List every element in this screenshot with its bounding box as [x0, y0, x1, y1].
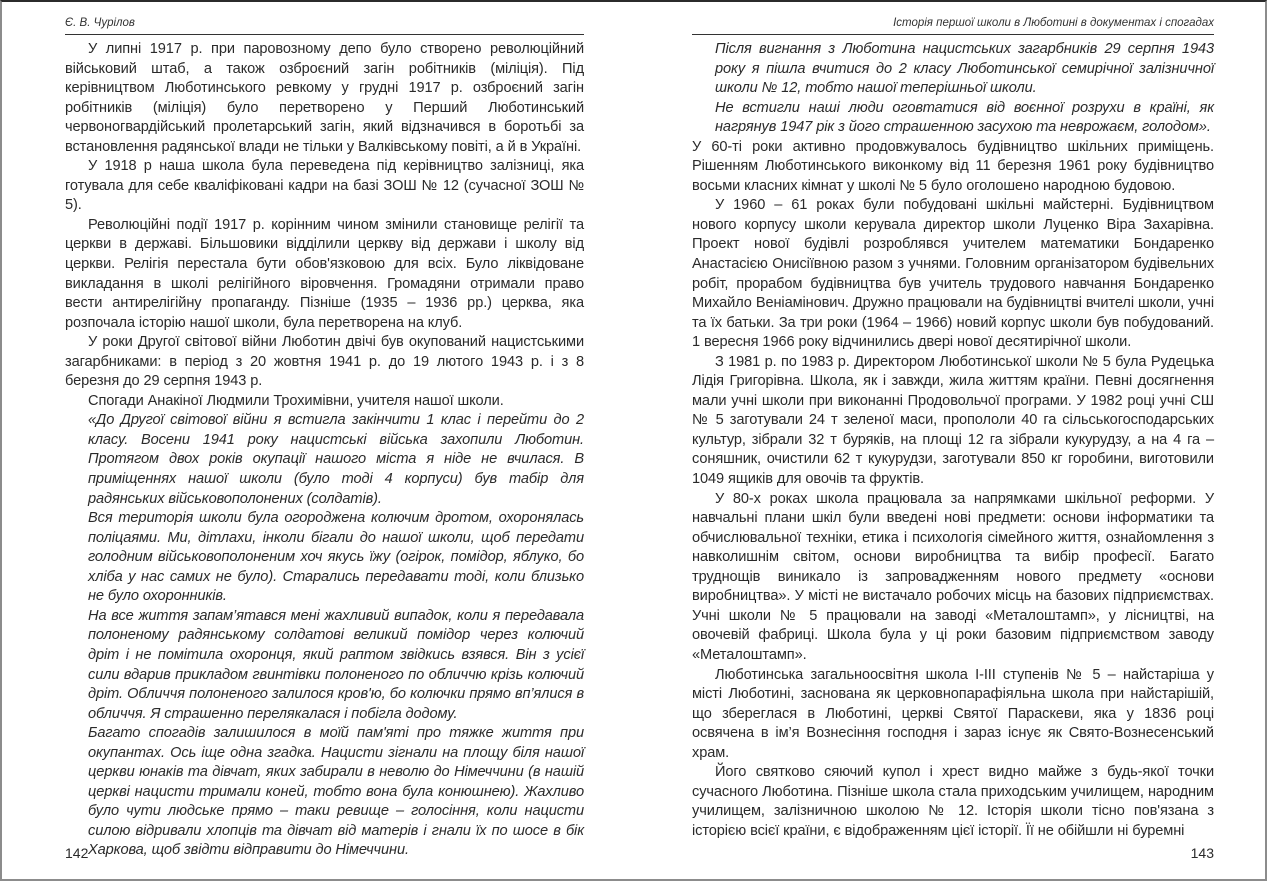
paragraph: Люботинська загальноосвітня школа І-ІІІ ступенів № 5 – найстаріша у місті Люботині, заснована як церковнопарафіяльна школа при найстарішій, що збереглася в Люботині, церкві Святої Параскеви, яка у 1836 році освячена в ім’я Вознесіння господня і зараз існує як Свято-Вознесенський храм. [692, 666, 1214, 761]
paragraph: Спогади Анакіної Людмили Трохимівни, учителя нашої школи. [88, 392, 504, 409]
quote-paragraph: На все життя запам’ятався мені жахливий випадок, коли я передавала полоненому радянському солдатові великий помідор через колючий дріт і не помітила охоронця, який раптом звідкись взявся. Він з усієї сили вдарив прикладом гвинтівки полоненого по обличчю крізь колючий дріт. Обличчя полоненого залилося кров'ю, бо колючки прямо вп’ялися в обличчя. Я страшенно перелякалася і побігла додому. [88, 607, 584, 722]
paragraph: У роки Другої світової війни Люботин двічі був окупований нацистськими загарбниками: в період з 20 жовтня 1941 р. до 19 лютого 1943 р. і з 8 березня до 29 серпня 1943 р. [65, 334, 584, 390]
paragraph: Його святково сяючий купол і хрест видно майже з будь-якої точки сучасного Люботина. Пізніше школа стала приходським училищем, народним училищем, залізничною школою № 12. Історія школи тісно пов'язана з історією всієї країни, є відображенням цієї історії. Її не обійшли ні буремні [692, 764, 1214, 839]
right-page [692, 2, 1214, 883]
left-page-body [65, 40, 584, 861]
paragraph: У 1918 р наша школа була переведена під керівництво залізниці, яка готувала для себе кваліфіковані кадри на базі ЗОШ № 12 (сучасної ЗОШ № 5). [65, 158, 584, 214]
paragraph: У липні 1917 р. при паровозному депо було створено революційний військовий штаб, а також озброєний загін робітників (міліція). Під керівництвом Люботинського ревкому у грудні 1917 р. озброєний загін робітників (міліція) було перетворено у Перший Люботинський червоногвардійський пролетарський загін, який відзначився в боротьбі за встановлення радянської влади не тільки у Валківському повіті, а й в Україні. [65, 41, 584, 155]
left-page [65, 2, 584, 883]
quote-paragraph: Після вигнання з Люботина нацистських загарбників 29 серпня 1943 року я пішла вчитися до 2 класу Люботинської семирічної залізничної школи № 12, тобто нашої теперішньої школи. [715, 41, 1214, 97]
running-head-title: Історія першої школи в Люботині в документах і спогадах [692, 16, 1214, 35]
quote-paragraph: «До Другої світової війни я встигла закінчити 1 клас і перейти до 2 класу. Восени 1941 року нацистські війська захопили Люботин. Протягом двох років окупації нашого міста я ніде не вчилася. В приміщеннях нашої школи (було тоді 4 корпуси) був табір для радянських військовополонених (солдатів). [88, 412, 584, 507]
quote-paragraph: Багато спогадів залишилося в моїй пам'яті про тяжке життя при окупантах. Ось іще одна згадка. Нацисти зігнали на площу біля нашої церкви юнаків та дівчат, яких забирали в неволю до Німеччини (в нашій церкві нацисти тримали коней, тобто вона була конюшнею). Жахливо було чути людське прямо – таки ревище – голосіння, коли нацисти силою відривали хлопців та дівчат від матерів і гнали їх по шосе в бік Харкова, щоб звідти відправити до Німеччини. [88, 725, 584, 859]
page-number: 143 [1190, 845, 1214, 861]
paragraph: Революційні події 1917 р. корінним чином змінили становище релігії та церкви в державі. Більшовики відділили церкву від держави і школу від церкви. Релігія перестала бути обов'язковою для всіх. Було ліквідоване викладання в школі релігійного віровчення. Громадяни отримали право вести антирелігійну пропаганду. Пізніше (1935 – 1936 рр.) церква, яка розпочала історію нашої школи, була перетворена на клуб. [65, 216, 584, 331]
paragraph: У 1960 – 61 роках були побудовані шкільні майстерні. Будівництвом нового корпусу школи керувала директор школи Луценко Віра Захарівна. Проект нової будівлі розроблявся учителем математики Бондаренко Анастасією Онисіївною разом з учнями. Головним організатором будівельних робіт, прорабом будівництва був учитель трудового навчання Бондаренко Михайло Веніамінович. Дружно працювали на будівництві вчителі школи, учні та їх батьки. За три роки (1964 – 1966) новий корпус школи був побудований. 1 вересня 1966 року відчинились двері нової десятирічної школи. [692, 197, 1214, 351]
running-head-author: Є. В. Чурілов [65, 16, 584, 35]
right-page-body [692, 40, 1214, 841]
paragraph: У 60-ті роки активно продовжувалось будівництво шкільних приміщень. Рішенням Люботинського виконкому від 11 березня 1961 року будівництво восьми класних кімнат у школі № 5 було оголошено народною будовою. [692, 138, 1214, 194]
page-number: 142 [65, 845, 89, 861]
quote-paragraph: Вся територія школи була огороджена колючим дротом, охоронялась поліцаями. Ми, дітлахи, інколи бігали до нашої школи, щоб передати голодним військовополоненим хоч якусь їжу (огірок, помідор, яблуко, бо хліба у нас самих не було). Старались передавати тоді, коли близько не було охоронників. [88, 510, 584, 605]
paragraph: З 1981 р. по 1983 р. Директором Люботинської школи № 5 була Рудецька Лідія Григорівна. Школа, як і завжди, жила життям країни. Певні досягнення мали учні школи при виконанні Продовольчої програми. У 1982 році учні СШ № 5 заготували 24 т зеленої маси, пропололи 40 га сільськогосподарських культур, зібрали 32 т буряків, на площі 12 га зібрали кукурудзу, а на 4 га – соняшник, очистили 62 т кукурудзи, заготували 850 кг горобини, виготовили 1049 ящиків для овочів та фруктів. [692, 353, 1214, 488]
quote-paragraph: Не встигли наші люди оговтатися від воєнної розрухи в країні, як нагрянув 1947 рік з його страшенною засухою та неврожаєм, голодом». [715, 99, 1214, 136]
paragraph: У 80-х роках школа працювала за напрямками шкільної реформи. У навчальні плани шкіл були введені нові предмети: основи інформатики та обчислювальної техніки, етика і психологія сімейного життя, ознайомлення з навколишнім світом, основи виробництва та вибір професії. Багато труднощів виникало із запровадженням нового предмету «основи виробництва». У місті не вистачало робочих місць на базових підприємствах. Учні школи № 5 працювали на заводі «Металоштамп», у лісництві, на овочевій фабриці. Школа була у ці роки базовим підприємством заводу «Металоштамп». [692, 490, 1214, 663]
